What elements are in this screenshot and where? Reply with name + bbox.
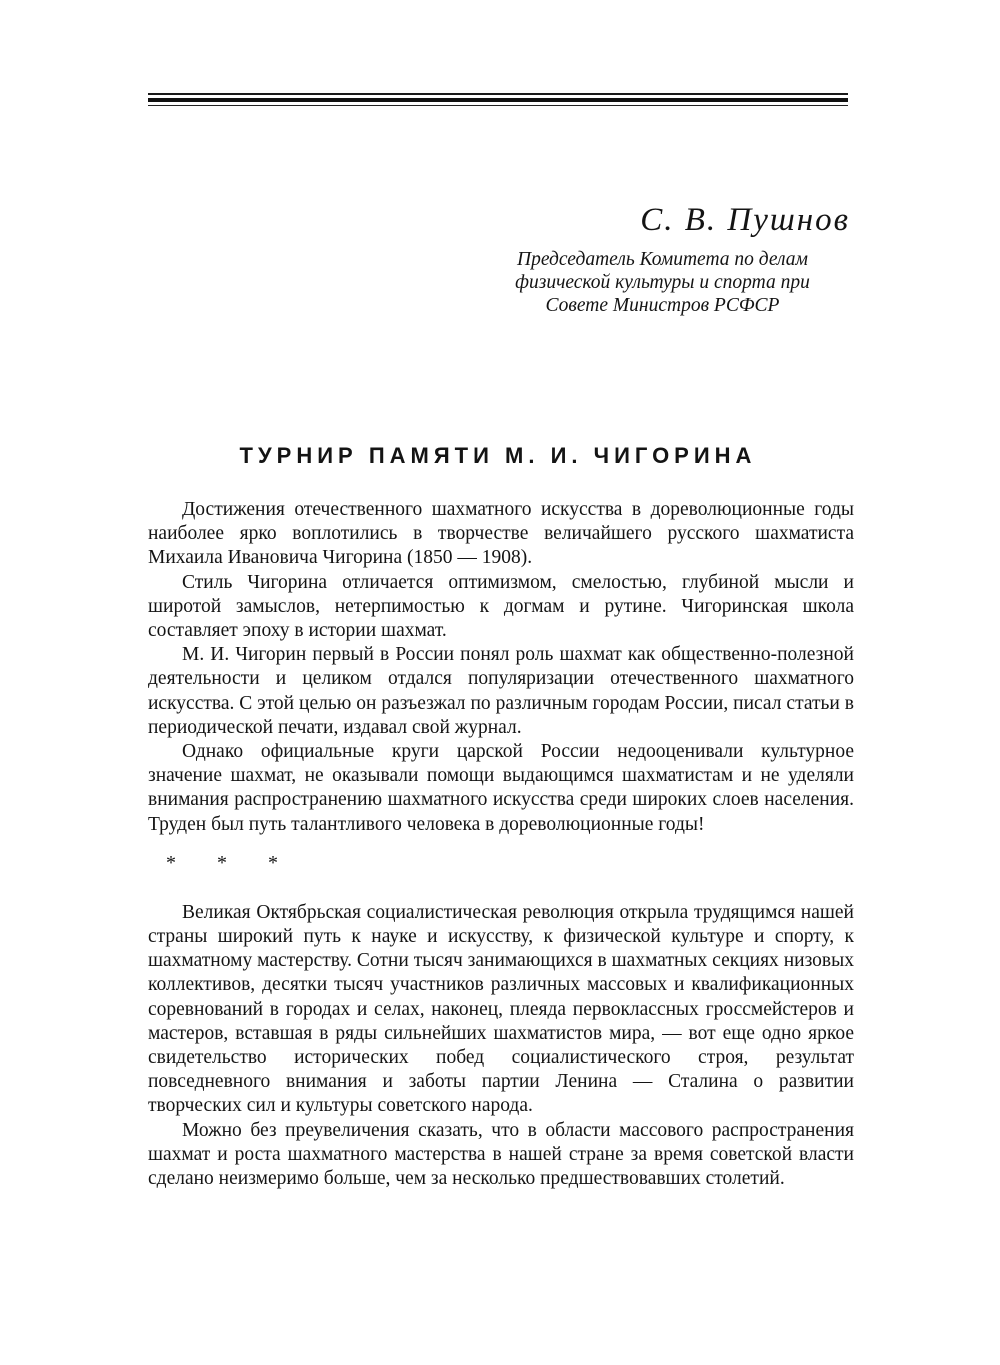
paragraph: Достижения отечественного шахматного искусства в дореволюционные годы наиболее ярко воплотились в творчестве величайшего русского шахматиста Михаила Ивановича Чигорина (1850 — 1908). [148,499,854,569]
header-rule-thick [148,98,848,102]
author-title-line: Совете Министров РСФСР [545,295,780,316]
section-separator: * * * [166,851,296,874]
paragraph: Однако официальные круги царской России недооценивали культурное значение шахмат, не оказывали помощи выдающимся шахматистам и не уделяли внимания распространению шахматного искусства среди широких слоев населения. Труден был путь талантливого человека в дореволюционные годы! [148,741,854,835]
header-rule [148,93,848,106]
author-title-line: Председатель Комитета по делам [517,249,808,270]
author-title-line: физической культуры и спорта при [515,272,810,293]
author-block [470,200,855,317]
author-name: С. В. Пушнов [640,202,850,238]
header-rule-thin-top [148,93,848,95]
header-rule-thin-bottom [148,105,848,106]
article-body [148,498,854,1191]
paragraph: Стиль Чигорина отличается оптимизмом, смелостью, глубиной мысли и широтой замыслов, нетерпимостью к догмам и рутине. Чигоринская школа составляет эпоху в истории шахмат. [148,571,854,642]
paragraph: М. И. Чигорин первый в России понял роль шахмат как общественно-полезной деятельности и целиком отдался популяризации отечественного шахматного искусства. С этой целью он разъезжал по различным городам России, писал статьи в периодической печати, издавал свой журнал. [148,644,854,738]
paragraph: Великая Октябрьская социалистическая революция открыла трудящимся нашей страны широкий путь к науке и искусству, к физической культуре и спорту, к шахматному мастерству. Сотни тысяч занимающихся в шахматных секциях низовых коллективов, десятки тысяч участников различных массовых и квалификационных соревнований в городах и селах, наконец, плеяда первоклассных гроссмейстеров и мастеров, вставшая в ряды сильнейших шахматистов мира, — вот еще одно яркое свидетельство исторических побед социалистического строя, результат повседневного внимания и заботы партии Ленина — Сталина о развитии творческих сил и культуры советского народа. [148,901,854,1117]
paragraph: Можно без преувеличения сказать, что в области массового распространения шахмат и роста шахматного мастерства в нашей стране за время советской власти сделано неизмеримо больше, чем за несколько предшествовавших столетий. [148,1119,854,1190]
article-heading: ТУРНИР ПАМЯТИ М. И. ЧИГОРИНА [239,443,757,468]
